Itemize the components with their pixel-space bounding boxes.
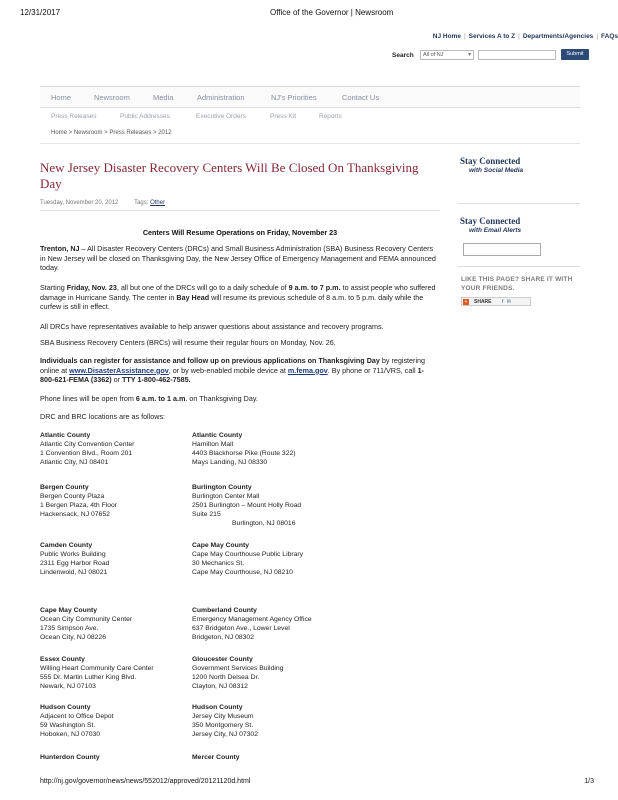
search-label: Search [392, 52, 414, 59]
location-line: 350 Montgomery St. [192, 722, 254, 730]
subnav-press-kit[interactable]: Press Kit [270, 113, 297, 120]
p5-t4: or [111, 375, 123, 385]
p6-t1: Phone lines will be open from [40, 394, 136, 403]
county-name: Hudson County [192, 704, 243, 711]
p2-b1: Friday, Nov. 23 [66, 283, 117, 292]
county-name: Burlington County [192, 484, 252, 491]
county-name: Cumberland County [192, 607, 257, 614]
p2-t4: will resume its previous schedule of 8 a.m. to 5 p.m. daily while the curfew is still in effect. [40, 292, 424, 312]
email-input[interactable] [463, 243, 541, 256]
location-line: Cape May Courthouse, NJ 08210 [192, 569, 293, 577]
county-name: Atlantic County [192, 432, 243, 439]
share-label: SHARE [474, 299, 492, 305]
location-right-4 [192, 655, 283, 691]
p2-t3: to assist people who suffered damage in Hurricane Sandy. The center in [40, 283, 436, 302]
location-line: 30 Mechanics St. [192, 560, 245, 568]
county-name: Essex County [40, 656, 85, 663]
email-alerts-link[interactable]: with Email Alerts [469, 227, 522, 234]
departments-link[interactable]: Departments/Agencies [522, 33, 594, 40]
p6-t2: . on Thanksgiving Day. [185, 394, 258, 403]
chevron-down-icon: ▾ [467, 52, 471, 58]
county-name: Atlantic County [40, 432, 91, 439]
location-line: Newark, NJ 07103 [40, 683, 96, 691]
p5-t2: , or by web-enabled mobile device at [168, 365, 288, 375]
location-right-5 [192, 703, 258, 739]
location-line: Clayton, NJ 08312 [192, 683, 248, 691]
location-left-0 [40, 431, 134, 467]
paragraph-5 [40, 356, 438, 385]
location-right-2 [192, 541, 303, 577]
fema-mobile-link[interactable]: m.fema.gov [287, 365, 328, 375]
tag-link[interactable]: Other [150, 200, 166, 206]
location-line: Hackensack, NJ 07652 [40, 511, 110, 519]
location-line: 59 Washington St. [40, 722, 96, 730]
page-url: http://nj.gov/governor/news/news/552012/approved/20121120d.html [40, 778, 251, 785]
location-line: 4403 Blackhorse Pike (Route 322) [192, 450, 296, 458]
social-icons: f ✉ [502, 299, 512, 305]
location-right-1 [192, 483, 301, 528]
location-line: Emergency Management Agency Office [192, 616, 312, 624]
county-name: Hudson County [40, 704, 91, 711]
location-line: Government Services Building [192, 665, 284, 673]
location-line: Willing Heart Community Care Center [40, 665, 154, 673]
subnav-press-releases[interactable]: Press Releases [51, 113, 97, 120]
article-date: Tuesday, November 20, 2012 [40, 200, 119, 206]
services-link[interactable]: Services A to Z [468, 33, 516, 40]
location-line: 637 Bridgeton Ave., Lower Level [192, 625, 290, 633]
location-line: Atlantic City, NJ 08401 [40, 459, 109, 467]
paragraph-4: SBA Business Recovery Centers (BRCs) will resume their regular hours on Monday, Nov. 26. [40, 338, 336, 347]
disaster-assistance-link[interactable]: www.DisasterAssistance.gov [69, 365, 169, 375]
breadcrumb[interactable]: Home > Newsroom > Press Releases > 2012 [51, 130, 172, 136]
share-button[interactable] [461, 297, 531, 306]
p5-b3: TTY 1-800-462-7585. [122, 375, 191, 385]
p5-t3: . By phone or 711/VRS, call [327, 365, 418, 375]
location-line: 1 Convention Blvd., Room 201 [40, 450, 133, 458]
location-line: Lindenwold, NJ 08021 [40, 569, 108, 577]
nav-contact[interactable]: Contact Us [342, 93, 380, 102]
search-scope-select[interactable] [420, 50, 474, 60]
tags-label: Tags: [134, 200, 149, 206]
paragraph-6 [40, 394, 438, 404]
location-left-1 [40, 483, 117, 519]
p2-b2: 9 a.m. to 7 p.m. [288, 283, 341, 292]
nj-home-link[interactable]: NJ Home [432, 33, 461, 40]
page-number: 1/3 [584, 778, 594, 785]
location-line: 1200 North Delsea Dr. [192, 674, 260, 682]
p1-text: – All Disaster Recovery Centers (DRCs) and Small Business Administration (SBA) Business Recovery Centers in New Jersey will be closed on Thanksgiving Day, the New Jersey Office of Emergency Management and FEMA announced today. [40, 244, 436, 273]
location-left-2 [40, 541, 109, 577]
county-name: Bergen County [40, 484, 89, 491]
p2-t2: , all but one of the DRCs will go to a daily schedule of [116, 283, 289, 292]
paragraph-7: DRC and BRC locations are as follows: [40, 412, 166, 421]
main-nav [40, 86, 580, 108]
paragraph-1 [40, 244, 438, 273]
location-line: Atlantic City Convention Center [40, 441, 135, 449]
subnav-reports[interactable]: Reports [319, 113, 342, 120]
p6-b1: 6 a.m. to 1 a.m [135, 394, 186, 403]
location-right-3 [192, 606, 312, 642]
search-input[interactable] [478, 50, 556, 60]
paragraph-3: All DRCs have representatives available to help answer questions about assistance and recovery programs. [40, 322, 384, 331]
subnav-executive-orders[interactable]: Executive Orders [196, 113, 246, 120]
sidebar-divider [458, 266, 580, 267]
county-name: Gloucester County [192, 656, 253, 663]
nav-newsroom[interactable]: Newsroom [94, 93, 130, 102]
location-right-0 [192, 431, 296, 467]
location-line: Suite 215 [192, 511, 221, 519]
p5-b2: 1-800-621-FEMA (3362) [40, 365, 424, 385]
location-left-5 [40, 703, 114, 739]
nav-priorities[interactable]: NJ's Priorities [271, 93, 317, 102]
county-name: Cape May County [192, 542, 250, 549]
breadcrumb-divider [40, 143, 580, 144]
location-line: Mays Landing, NJ 08330 [192, 459, 268, 467]
search-scope-value: All of NJ [423, 52, 444, 58]
p5-t1: by registering online at [40, 356, 426, 375]
article-subheading: Centers Will Resume Operations on Friday, November 23 [142, 228, 338, 237]
location-line: 2311 Egg Harbor Road [40, 560, 110, 568]
county-name: Cape May County [40, 607, 98, 614]
location-left-6 [40, 753, 100, 762]
nav-administration[interactable]: Administration [197, 93, 245, 102]
location-left-3 [40, 606, 132, 642]
location-line: Cape May Courthouse Public Library [192, 551, 304, 559]
meta-divider [40, 210, 440, 211]
nav-home[interactable]: Home [51, 93, 72, 102]
p5-b1: Individuals can register for assistance and follow up on previous applications on Thanksgiving Day [40, 356, 380, 365]
location-line: 2501 Burlington – Mount Holly Road [192, 502, 302, 510]
sidebar-divider [458, 203, 580, 204]
subnav-public-addresses[interactable]: Public Addresses [120, 113, 170, 120]
paragraph-2 [40, 283, 438, 312]
location-line: Burlington Center Mall [192, 493, 260, 501]
email-heading: Stay Connected [460, 216, 521, 226]
nav-media[interactable]: Media [153, 93, 174, 102]
location-line: Adjacent to Office Depot [40, 713, 114, 721]
print-title: Office of the Governor | Newsroom [270, 8, 394, 17]
location-right-6 [192, 753, 240, 762]
p2-b3: Bay Head [176, 292, 210, 302]
county-name: Mercer County [192, 754, 240, 761]
county-name: Camden County [40, 542, 93, 549]
location-line: Bergen County Plaza [40, 493, 105, 501]
location-line: Hamilton Mall [192, 441, 234, 449]
share-prompt: LIKE THIS PAGE? SHARE IT WITH YOUR FRIENDS. [461, 276, 573, 292]
location-line: Ocean City, NJ 08226 [40, 634, 106, 642]
location-line: Ocean City Community Center [40, 616, 133, 624]
county-name: Hunterdon County [40, 754, 100, 761]
location-line: Jersey City, NJ 07302 [192, 731, 258, 739]
share-icon: + [464, 299, 468, 305]
utility-links: NJ Home | Services A to Z | Departments/Agencies | FAQs [432, 33, 618, 40]
page-title: New Jersey Disaster Recovery Centers Will Be Closed On Thanksgiving Day [40, 160, 419, 191]
location-line: Burlington, NJ 08016 [232, 520, 296, 528]
location-left-4 [40, 655, 154, 691]
article-meta [40, 200, 165, 206]
search-submit-button[interactable]: Submit [561, 49, 589, 60]
location-line: 1 Bergen Plaza, 4th Floor [40, 502, 118, 510]
location-line: Hoboken, NJ 07030 [40, 731, 101, 739]
social-media-link[interactable]: with Social Media [469, 167, 524, 174]
print-date: 12/31/2017 [20, 8, 61, 17]
location-line: 555 Dr. Martin Luther King Blvd. [40, 674, 137, 682]
location-line: Jersey City Museum [192, 713, 254, 721]
social-heading: Stay Connected [460, 156, 521, 166]
location-line: Public Works Building [40, 551, 106, 559]
location-line: Bridgeton, NJ 08302 [192, 634, 254, 642]
p2-t1: Starting [40, 283, 67, 292]
location-line: 1735 Simpson Ave. [40, 625, 99, 633]
dateline: Trenton, NJ [40, 244, 80, 253]
faqs-link[interactable]: FAQs [601, 33, 618, 40]
